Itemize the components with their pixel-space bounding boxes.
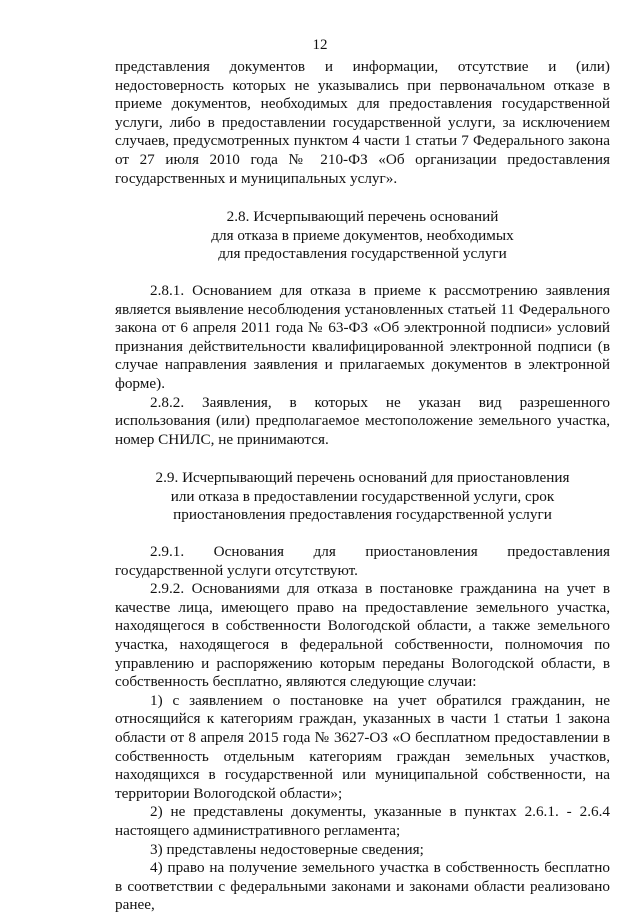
section-2-9-heading-line: приостановления предоставления государственной услуги [173, 506, 552, 524]
section-2-9-heading-line: или отказа в предоставлении государственной услуги, срок [170, 487, 555, 505]
paragraph-2-9-1: 2.9.1. Основания для приостановления предоставления государственной услуги отсутствуют. [115, 543, 610, 579]
list-item-4: 4) право на получение земельного участка в собственность бесплатно в соответствии с федеральными законами и законами области реализовано ранее, [115, 859, 610, 914]
paragraph-2-8-2: 2.8.2. Заявления, в которых не указан вид разрешенного использования (или) предполагаемое местоположение земельного участка, номер СНИЛС, не принимаются. [115, 393, 610, 448]
list-item-2: 2) не представлены документы, указанные в пунктах 2.6.1. - 2.6.4 настоящего административного регламента; [115, 803, 610, 839]
intro-paragraph: представления документов и информации, отсутствие и (или) недостоверность которых не указывались при первоначальном отказе в приеме документов, необходимых для предоставления государственной услуги, либо в предоставлении государственной услуги, за исключением случаев, предусмотренных пунктом 4 части 1 статьи 7 Федерального закона от 27 июля 2010 года № 210-ФЗ «Об организации предоставления государственных и муниципальных услуг». [115, 58, 610, 187]
paragraph-2-8-1: 2.8.1. Основанием для отказа в приеме к рассмотрению заявления является выявление несоблюдения установленных статьей 11 Федерального закона от 6 апреля 2011 года № 63-ФЗ «Об электронной подписи» условий признания действительности квалифицированной электронной подписи (в случае направления заявления и прилагаемых документов в электронной форме). [115, 281, 610, 392]
list-item-3: 3) представлены недостоверные сведения; [150, 840, 424, 858]
section-2-9-heading-line: 2.9. Исчерпывающий перечень оснований для приостановления [155, 469, 570, 487]
section-2-8-heading [115, 208, 610, 264]
section-2-8-heading-line: 2.8. Исчерпывающий перечень оснований [226, 208, 499, 226]
document-body [115, 58, 610, 915]
page-number: 12 [312, 37, 328, 53]
paragraph-2-9-2: 2.9.2. Основаниями для отказа в постановке гражданина на учет в качестве лица, имеющего право на предоставление земельного участка, находящегося в собственности Вологодской области, а также земельного участка, находящегося в федеральной собственности, полномочия по управлению и распоряжению которым переданы Вологодской области, в собственность бесплатно, являются следующие случаи: [115, 580, 610, 691]
section-2-9-heading [115, 469, 610, 525]
list-item-1: 1) с заявлением о постановке на учет обратился гражданин, не относящийся к категориям граждан, указанных в части 1 статьи 1 закона области от 8 апреля 2015 года № 3627-ОЗ «О бесплатном предоставлении в собственность отдельным категориям граждан земельных участков, находящихся в государственной или муниципальной собственности, на территории Вологодской области»; [115, 691, 610, 802]
section-2-8-heading-line: для отказа в приеме документов, необходимых [211, 226, 514, 244]
section-2-8-heading-line: для предоставления государственной услуги [218, 245, 507, 263]
